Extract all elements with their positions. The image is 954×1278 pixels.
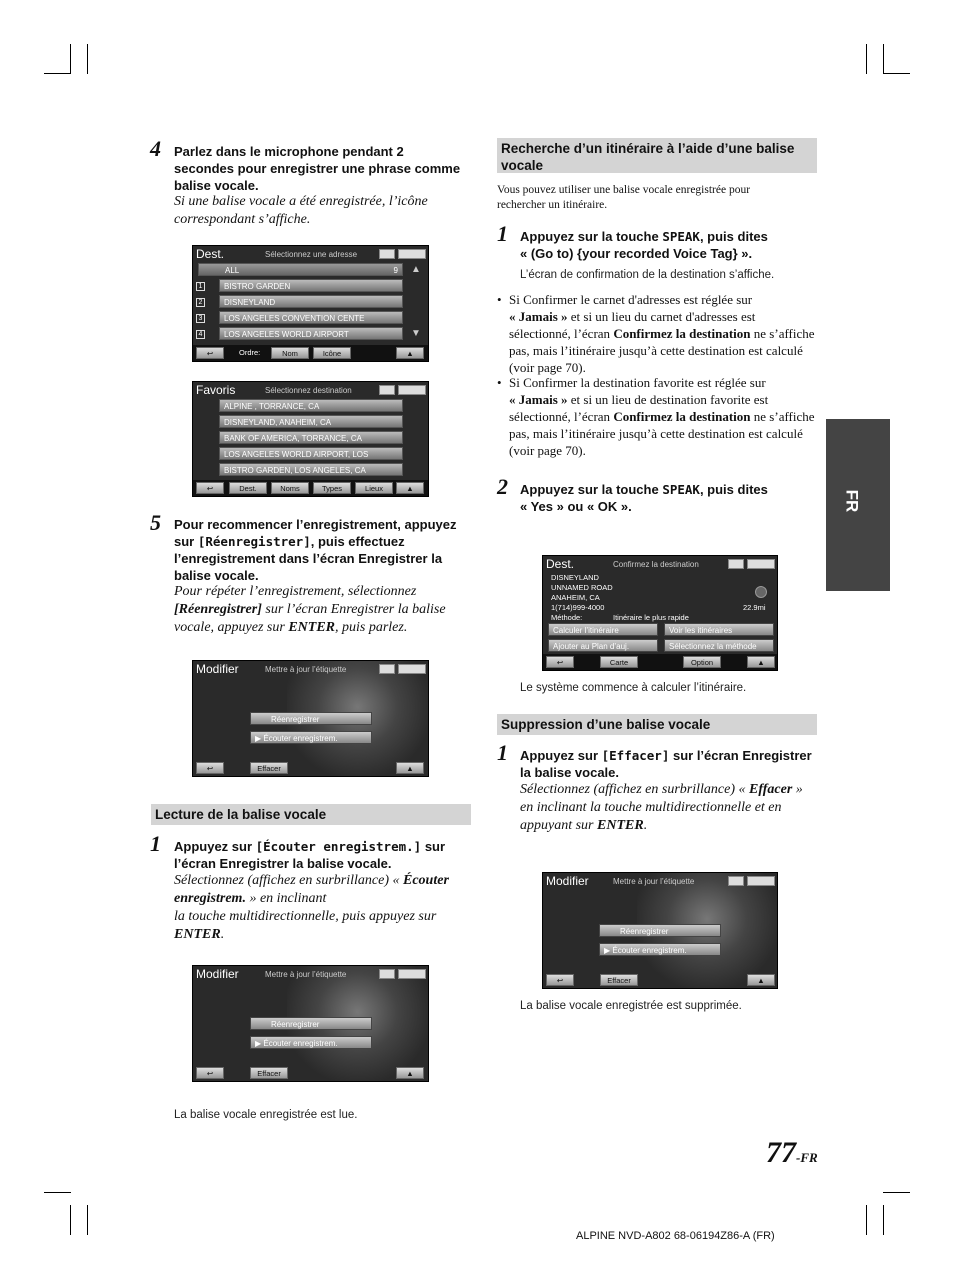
listen-button[interactable]: ▶ Écouter enregistrem. <box>599 943 721 956</box>
bottom-bar <box>543 654 777 670</box>
rerecord-button[interactable] <box>250 712 372 725</box>
text-run: , puis dites <box>699 482 768 497</box>
intro-text: Vous pouvez utiliser une balise vocale enregistrée pour rechercher un itinéraire. <box>497 184 751 211</box>
button-label: Réenregistrer <box>271 1020 320 1029</box>
crop-mark <box>883 1205 884 1235</box>
key-reference: ENTER <box>597 818 644 833</box>
up-icon[interactable]: ▲ <box>396 347 424 359</box>
crop-mark <box>44 73 71 74</box>
list-item[interactable]: LOS ANGELES WORLD AIRPORT <box>219 327 403 340</box>
step-number: 1 <box>150 831 161 856</box>
bottom-bar <box>193 345 428 361</box>
scroll-up-icon[interactable]: ▲ <box>411 264 421 275</box>
list-icon[interactable] <box>728 559 744 569</box>
crop-mark <box>70 44 71 74</box>
section-header: Lecture de la balise vocale <box>151 804 471 825</box>
crop-mark <box>70 1205 71 1235</box>
screen-title: Modifier <box>196 967 239 981</box>
caption: La balise vocale enregistrée est supprimée. <box>520 1000 742 1012</box>
step-note <box>174 872 470 944</box>
button-reference: [Écouter enregistrem.] <box>255 839 422 854</box>
list-item[interactable]: ALPINE , TORRANCE, CA <box>219 399 403 412</box>
step-instruction <box>520 747 816 781</box>
up-icon[interactable]: ▲ <box>747 656 775 668</box>
crop-mark <box>883 1192 910 1193</box>
crop-mark <box>866 1205 867 1235</box>
listen-button[interactable]: ▶ Écouter enregistrem. <box>250 1036 372 1049</box>
listen-button[interactable]: ▶ Écouter enregistrem. <box>250 731 372 744</box>
text-run: ne s’affiche pas, mais l’itinéraire jusqu’à cette destination est calculé (voir page 70). <box>509 409 815 458</box>
crop-mark <box>866 44 867 74</box>
step-instruction <box>520 481 816 515</box>
crop-mark <box>87 44 88 74</box>
calculate-route-button[interactable]: Calculer l’itinéraire <box>548 623 658 636</box>
section-header: Suppression d’une balise vocale <box>497 714 817 735</box>
button-reference: [Réenregistrer] <box>197 534 311 549</box>
list-item[interactable]: LOS ANGELES WORLD AIRPORT, LOS <box>219 447 403 460</box>
page-number-value: 77 <box>766 1136 796 1169</box>
caption: Le système commence à calculer l’itinéraire. <box>520 682 747 694</box>
button-reference: [Effacer] <box>601 748 670 763</box>
rerecord-button[interactable] <box>599 924 721 937</box>
button-label: Écouter enregistrem. <box>612 946 687 955</box>
map-button[interactable]: Carte <box>600 656 638 668</box>
tab-name[interactable]: Nom <box>271 347 309 359</box>
view-routes-button[interactable]: Voir les itinéraires <box>664 623 774 636</box>
bottom-bar <box>193 760 428 776</box>
text-run: ne s’affiche pas, mais l’itinéraire jusqu’à cette destination est calculé (voir page 70). <box>509 326 815 375</box>
row-number: 1 <box>196 282 205 291</box>
button-label: Réenregistrer <box>271 715 320 724</box>
screen-subtitle: Mettre à jour l’étiquette <box>265 970 347 979</box>
button-reference: [Réenregistrer] <box>174 602 262 617</box>
method-value: Itinéraire le plus rapide <box>613 613 689 622</box>
screen-subtitle: Mettre à jour l’étiquette <box>613 877 695 886</box>
button-reference: Écouter enregistrem. <box>174 873 449 906</box>
up-icon[interactable]: ▲ <box>396 482 424 494</box>
screen-title: Favoris <box>196 383 236 397</box>
text-run: Confirmez la destination <box>613 326 751 341</box>
screen-title: Modifier <box>196 662 239 676</box>
delete-button[interactable]: Effacer <box>600 974 638 986</box>
step-number: 1 <box>497 740 508 765</box>
up-icon[interactable]: ▲ <box>396 1067 424 1079</box>
text-run: Appuyez sur la touche <box>520 482 663 497</box>
order-label: Ordre: <box>239 348 261 357</box>
section-header: Recherche d’un itinéraire à l’aide d’une balise vocale <box>497 138 817 173</box>
tab-lieux[interactable]: Lieux <box>355 482 393 494</box>
back-button[interactable]: ↩ <box>546 656 574 668</box>
list-icon[interactable] <box>379 249 395 259</box>
city: ANAHEIM, CA <box>551 593 600 602</box>
button-label: Écouter enregistrem. <box>263 1039 338 1048</box>
text-run: » en inclinant <box>245 891 327 906</box>
screen-favorites <box>192 381 429 497</box>
step-number: 1 <box>497 221 508 246</box>
tab-noms[interactable]: Noms <box>271 482 309 494</box>
tab-dest[interactable]: Dest. <box>229 482 267 494</box>
text-run: » en inclinant la touche multidirectionnelle et en appuyant sur <box>520 782 803 833</box>
text-run: « Jamais » <box>509 392 568 407</box>
text-run: et si un lieu de destination favorite est sélectionné, l’écran <box>509 392 769 424</box>
keyboard-icon[interactable] <box>398 385 426 395</box>
text-run: « Yes » ou « OK ». <box>520 499 632 514</box>
crop-mark <box>883 73 910 74</box>
caption: La balise vocale enregistrée est lue. <box>174 1109 358 1121</box>
up-icon[interactable]: ▲ <box>747 974 775 986</box>
address-block <box>551 573 613 613</box>
text-run: Si Confirmer la destination favorite est réglée sur <box>509 375 766 390</box>
text-run: Pour recommencer l’enregistrement, appuyez sur <box>174 517 457 549</box>
option-button[interactable]: Option <box>683 656 721 668</box>
text-run: Pour répéter l’enregistrement, sélectionnez <box>174 584 417 599</box>
key-reference: ENTER <box>174 927 221 942</box>
street: UNNAMED ROAD <box>551 583 613 592</box>
text-run: Appuyez sur la touche <box>520 229 663 244</box>
back-button[interactable]: ↩ <box>196 1067 224 1079</box>
list-item[interactable]: LOS ANGELES CONVENTION CENTE <box>219 311 403 324</box>
text-run: Appuyez sur <box>520 748 602 763</box>
distance: 22.9mi <box>743 603 766 612</box>
screen-subtitle: Mettre à jour l’étiquette <box>265 665 347 674</box>
back-button[interactable]: ↩ <box>546 974 574 986</box>
bullet-icon: • <box>497 292 502 307</box>
step-instruction: Parlez dans le microphone pendant 2 secondes pour enregistrer une phrase comme balise vocale. <box>174 144 461 193</box>
screen-edit-tag <box>542 872 778 989</box>
list-item[interactable]: BISTRO GARDEN <box>219 279 403 292</box>
step-note <box>520 781 816 835</box>
tab-types[interactable]: Types <box>313 482 351 494</box>
button-reference: SPEAK <box>662 229 700 244</box>
button-label: Écouter enregistrem. <box>263 734 338 743</box>
list-icon[interactable] <box>379 664 395 674</box>
text-run: Appuyez sur <box>174 839 256 854</box>
text-run: . <box>220 927 225 942</box>
key-reference: ENTER <box>288 620 335 635</box>
text-run: , puis parlez. <box>335 620 408 635</box>
footer: ALPINE NVD-A802 68-06194Z86-A (FR) <box>576 1230 775 1242</box>
list-item[interactable]: BISTRO GARDEN, LOS ANGELES, CA <box>219 463 403 476</box>
row-number: 4 <box>196 330 205 339</box>
step-number: 4 <box>150 136 161 161</box>
text-run: , puis effectuez l’enregistrement dans l’écran Enregistrer la balise vocale. <box>174 534 443 583</box>
screen-destination-list <box>192 245 429 362</box>
list-icon[interactable] <box>379 385 395 395</box>
list-icon[interactable] <box>728 876 744 886</box>
method-label: Méthode: <box>551 613 583 622</box>
button-reference: SPEAK <box>662 482 700 497</box>
screen-edit-tag <box>192 660 429 777</box>
rerecord-button[interactable] <box>250 1017 372 1030</box>
back-button[interactable]: ↩ <box>196 347 224 359</box>
keyboard-icon[interactable] <box>398 249 426 259</box>
list-item[interactable]: DISNEYLAND, ANAHEIM, CA <box>219 415 403 428</box>
place-name: DISNEYLAND <box>551 573 599 582</box>
row-number: 3 <box>196 314 205 323</box>
screen-confirm-destination <box>542 555 778 671</box>
step-note <box>174 583 464 637</box>
up-icon[interactable]: ▲ <box>396 762 424 774</box>
text-run: Si Confirmer le carnet d'adresses est réglée sur <box>509 292 753 307</box>
back-button[interactable]: ↩ <box>196 482 224 494</box>
step-note: L’écran de confirmation de la destination s’affiche. <box>520 269 775 281</box>
step-instruction <box>520 228 816 262</box>
language-tab <box>826 419 890 591</box>
text-run: sur l’écran Enregistrer la balise vocale. <box>174 839 446 871</box>
tab-icon[interactable]: Icône <box>313 347 351 359</box>
text-run: « Jamais » <box>509 309 568 324</box>
text-run: Sélectionnez (affichez en surbrillance) « <box>174 873 403 888</box>
screen-title: Modifier <box>546 874 589 888</box>
text-run: et si un lieu du carnet d'adresses est sélectionné, l’écran <box>509 309 756 341</box>
crop-mark <box>883 44 884 74</box>
screen-subtitle: Sélectionnez destination <box>265 386 352 395</box>
add-to-plan-button[interactable]: Ajouter au Plan d’auj. <box>548 639 658 652</box>
page-number-suffix: -FR <box>796 1150 818 1165</box>
list-item[interactable]: BANK OF AMERICA, TORRANCE, CA <box>219 431 403 444</box>
page-number <box>766 1136 818 1170</box>
bullet-item <box>497 291 817 376</box>
text-run: Sélectionnez (affichez en surbrillance) « <box>520 782 749 797</box>
screen-title: Dest. <box>546 557 575 571</box>
screen-subtitle: Confirmez la destination <box>613 560 699 569</box>
row-number: 2 <box>196 298 205 307</box>
bullet-item <box>497 374 817 459</box>
text-run: sur l’écran Enregistrer la balise vocale. <box>520 748 812 780</box>
crop-mark <box>44 1192 71 1193</box>
step-instruction <box>174 838 470 872</box>
button-label: Réenregistrer <box>620 927 669 936</box>
screen-title: Dest. <box>196 247 225 261</box>
list-item-all[interactable] <box>198 263 403 276</box>
select-method-button[interactable]: Sélectionnez la méthode <box>664 639 774 652</box>
keyboard-icon[interactable] <box>398 969 426 979</box>
list-item[interactable]: DISNEYLAND <box>219 295 403 308</box>
keyboard-icon[interactable] <box>747 876 775 886</box>
compass-icon <box>755 586 767 598</box>
list-icon[interactable] <box>379 969 395 979</box>
crop-mark <box>87 1205 88 1235</box>
text-run: « (Go to) {your recorded Voice Tag} ». <box>520 246 753 261</box>
back-button[interactable]: ↩ <box>196 762 224 774</box>
language-tab-label: FR <box>842 489 862 513</box>
screen-edit-tag <box>192 965 429 1082</box>
keyboard-icon[interactable] <box>398 664 426 674</box>
step-number: 2 <box>497 474 508 499</box>
text-run: la touche multidirectionnelle, puis appuyez sur <box>174 909 437 924</box>
scroll-down-icon[interactable]: ▼ <box>411 328 421 339</box>
text-run: Confirmez la destination <box>613 409 751 424</box>
button-reference: Effacer <box>749 782 793 797</box>
bullet-icon: • <box>497 375 502 390</box>
keyboard-icon[interactable] <box>747 559 775 569</box>
delete-button[interactable]: Effacer <box>250 762 288 774</box>
item-count: 9 <box>393 266 398 275</box>
text-run: , puis dites <box>699 229 768 244</box>
screen-subtitle: Sélectionnez une adresse <box>265 250 358 259</box>
text-run: . <box>643 818 648 833</box>
delete-button[interactable]: Effacer <box>250 1067 288 1079</box>
phone: 1(714)999-4000 <box>551 603 605 612</box>
step-note: Si une balise vocale a été enregistrée, l’icône correspondant s’affiche. <box>174 194 428 227</box>
list-item-label: ALL <box>225 266 240 275</box>
step-number: 5 <box>150 510 161 535</box>
text-run: sur l’écran Enregistrer la balise vocale, appuyez sur <box>174 602 446 635</box>
step-instruction <box>174 516 470 584</box>
